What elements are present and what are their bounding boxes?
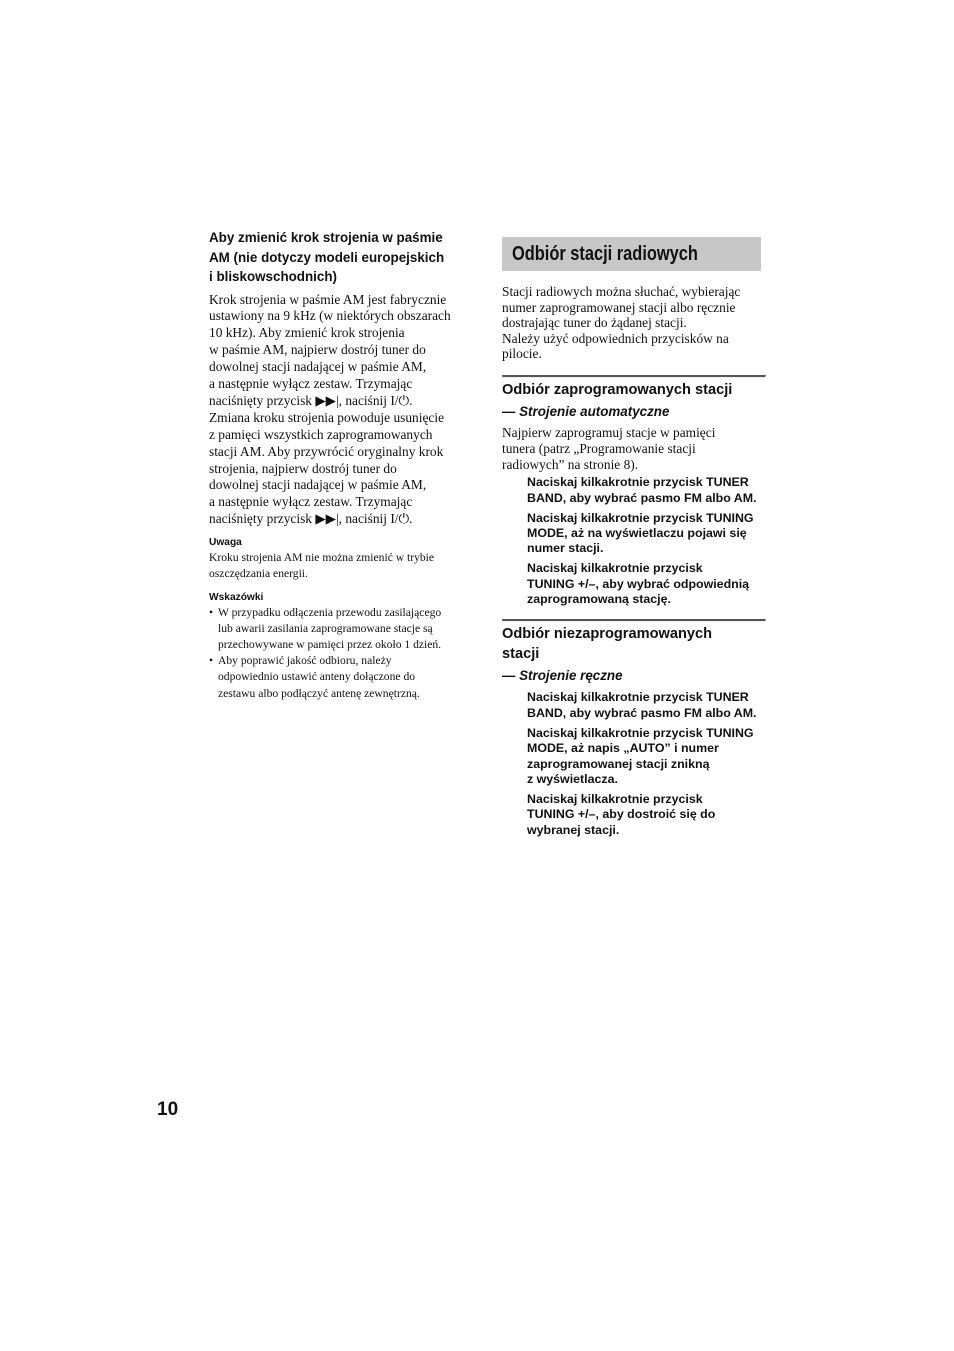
section1-subtitle: — Strojenie automatyczne [502,404,670,420]
note-body: Kroku strojenia AM nie można zmienić w trybie oszczędzania energii. [209,551,435,581]
am-step-body: Krok strojenia w paśmie AM jest fabrycznie ustawiony na 9 kHz (w niektórych obszarach 10 kHz). Aby zmienić krok strojenia w paśmie AM, najpierw dostrój tuner do dowolnej stacji nadającej w paśmie AM, a następnie wyłącz zestaw. Trzymając naciśnięty przycisk ▶▶|, naciśnij I/⏻. Zmiana kroku strojenia powoduje usunięcie z pamięci wszystkich zaprogramowanych stacji AM. Aby przywrócić oryginalny krok strojenia, najpierw dostrój tuner do dowolnej stacji nadającej w paśmie AM, a następnie wyłącz zestaw. Trzymając naciśnięty przycisk ▶▶|, naciśnij I/⏻. [209,291,451,527]
step-item: Naciskaj kilkakrotnie przycisk TUNING MODE, aż na wyświetlaczu pojawi się numer stacji. [527,510,754,556]
left-column [209,228,471,702]
section1-intro: Najpierw zaprogramuj stacje w pamięci tunera (patrz „Programowanie stacji radiowych” na stronie 8). [502,425,716,472]
tip-item: • Aby poprawić jakość odbioru, należy odpowiednio ustawić anteny dołączone do zestawu albo podłączyć antenę zewnętrzną. [209,654,420,700]
section1-steps [502,475,764,607]
section-banner [502,237,761,271]
section2-subtitle: — Strojenie ręczne [502,668,623,684]
section2-steps [502,690,764,838]
step-item: Naciskaj kilkakrotnie przycisk TUNER BAND, aby wybrać pasmo FM albo AM. [527,475,757,505]
step-item: Naciskaj kilkakrotnie przycisk TUNING +/–, aby dostroić się do wybranej stacji. [527,791,716,837]
tips-list [209,605,471,702]
page-number: 10 [157,1099,179,1120]
bullet-icon: • [209,605,214,619]
right-column [502,237,764,843]
step-item: Naciskaj kilkakrotnie przycisk TUNER BAND, aby wybrać pasmo FM albo AM. [527,690,757,720]
bullet-icon: • [209,654,214,668]
step-item: Naciskaj kilkakrotnie przycisk TUNING MODE, aż napis „AUTO” i numer zaprogramowanej stacji znikną z wyświetlacza. [527,725,754,786]
section2-title: Odbiór niezaprogramowanych stacji [502,626,713,662]
step-item: Naciskaj kilkakrotnie przycisk TUNING +/–, aby wybrać odpowiednią zaprogramowaną stację. [527,561,750,607]
tip-item: • W przypadku odłączenia przewodu zasilającego lub awarii zasilania zaprogramowane stacje są przechowywane w pamięci przez około 1 dzień. [209,605,442,651]
banner-title: Odbiór stacji radiowych [512,242,698,265]
section1-title: Odbiór zaprogramowanych stacji [502,381,733,398]
am-step-heading: Aby zmienić krok strojenia w paśmie AM (nie dotyczy modeli europejskich i bliskowschodnich) [209,230,445,284]
tips-title: Wskazówki [209,591,264,603]
radio-intro: Stacji radiowych można słuchać, wybierając numer zaprogramowanej stacji albo ręcznie dostrajając tuner do żądanej stacji. Należy użyć odpowiednich przycisków na pilocie. [502,284,741,362]
note-title: Uwaga [209,537,242,549]
